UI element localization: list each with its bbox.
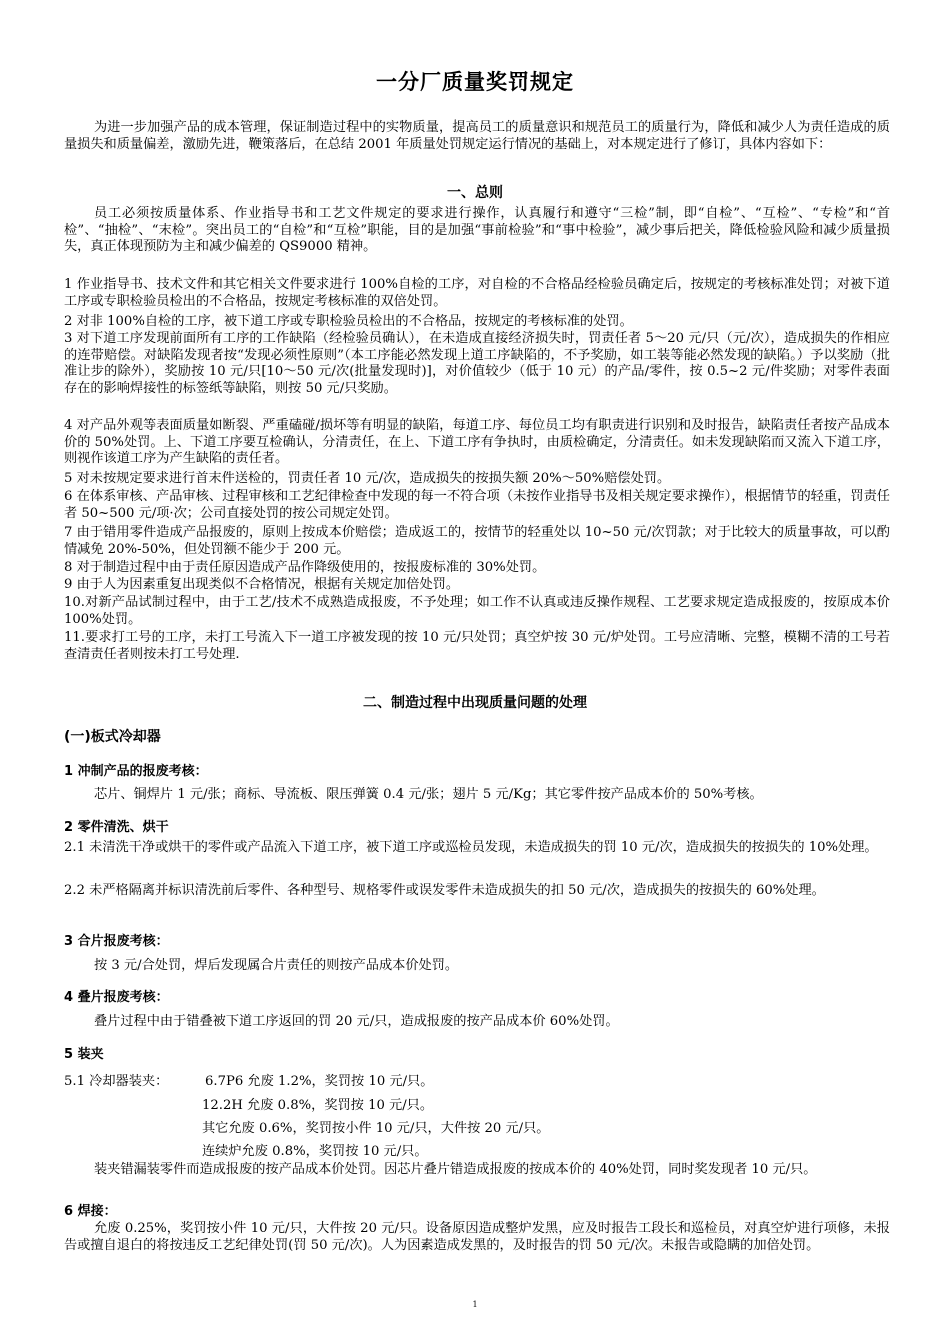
clause-label: 5.1 冷却器装夹： (64, 1074, 169, 1089)
section1-item: 3 对下道工序发现前面所有工序的工作缺陷（经检验员确认），在未造成直接经济损失时，罚责任者 5～20 元/只（元/次），造成损失的作相应的连带赔偿。对缺陷发现者按“发现必须性原则”（本工序能必然发现上道工序缺陷的，不予奖励，如工装等能必然发现的缺陷。）予以奖励（批准让步的除外），奖励按 10 元/只[10～50 元/次(批量发现时)]，对价值较少（低于 10 元）的产品/零件，按 0.5~2 元/件奖励；对零件表面存在的影响焊接性的标签纸等缺陷，则按 50 元/只奖励。 (64, 331, 890, 396)
clause-title: 2 零件清洗、烘干 (64, 820, 169, 835)
section1-heading: 一、总则 (447, 185, 503, 201)
section1-item: 10.对新产品试制过程中，由于工艺/技术不成熟造成报废，不予处理；如工作不认真或违反操作规程、工艺要求规定造成报废的，按原成本价 100%处罚。 (64, 595, 890, 627)
section1-item: 11.要求打工号的工序，未打工号流入下一道工序被发现的按 10 元/只处罚；真空炉按 30 元/炉处罚。工号应清晰、完整，模糊不清的工号若查清责任者则按未打工号处理. (64, 630, 890, 662)
section1-item: 4 对产品外观等表面质量如断裂、严重磕碰/损坏等有明显的缺陷，每道工序、每位员工均有职责进行识别和及时报告，缺陷责任者按产品成本价的 50%处罚。上、下道工序要互检确认，分清责任，在上、下道工序有争执时，由质检确定，分清责任。如未发现缺陷而又流入下道工序，则视作该道工序为产生缺陷的责任者。 (64, 418, 890, 467)
allowance-line: 其它允废 0.6%，奖罚按小件 10 元/只，大件按 20 元/只。 (202, 1121, 550, 1136)
clause-title: 5 装夹 (64, 1047, 104, 1062)
section1-item: 2 对非 100%自检的工序，被下道工序或专职检验员检出的不合格品，按规定的考核标准的处罚。 (64, 314, 633, 329)
page-title: 一分厂质量奖罚规定 (376, 70, 574, 94)
clause-text: 芯片、铜焊片 1 元/张；商标、导流板、限压弹簧 0.4 元/张；翅片 5 元/Kg；其它零件按产品成本价的 50%考核。 (94, 787, 763, 802)
clause-text: 按 3 元/合处罚，焊后发现属合片责任的则按产品成本价处罚。 (94, 958, 459, 973)
clause-text: 装夹错漏装零件而造成报废的按产品成本价处罚。因芯片叠片错造成报废的按成本价的 40%处罚，同时奖发现者 10 元/只。 (94, 1162, 817, 1177)
section2-heading: 二、制造过程中出现质量问题的处理 (363, 695, 587, 711)
allowance-line: 连续炉允废 0.8%，奖罚按 10 元/只。 (202, 1144, 428, 1159)
section1-item: 1 作业指导书、技术文件和其它相关文件要求进行 100%自检的工序，对自检的不合格品经检验员确定后，按规定的考核标准处罚；对被下道工序或专职检验员检出的不合格品，按规定考核标准的双倍处罚。 (64, 277, 890, 309)
section1-item: 6 在体系审核、产品审核、过程审核和工艺纪律检查中发现的每一不符合项（未按作业指导书及相关规定要求操作），根据情节的轻重，罚责任者 50~500 元/项·次；公司直接处罚的按公司规定处罚。 (64, 489, 890, 521)
section1-item: 8 对于制造过程中由于责任原因造成产品作降级使用的，按报废标准的 30%处罚。 (64, 560, 546, 575)
clause-text: 2.2 未严格隔离并标识清洗前后零件、各种型号、规格零件或误发零件未造成损失的扣 50 元/次，造成损失的按损失的 60%处理。 (64, 883, 825, 898)
clause-title: 3 合片报废考核： (64, 934, 169, 949)
section1-item: 5 对未按规定要求进行首末件送检的，罚责任者 10 元/次，造成损失的按损失额 20%～50%赔偿处罚。 (64, 471, 671, 486)
subsection-title: (一)板式冷却器 (64, 729, 161, 745)
clause-title: 4 叠片报废考核： (64, 990, 169, 1005)
intro-paragraph: 为进一步加强产品的成本管理，保证制造过程中的实物质量，提高员工的质量意识和规范员工的质量行为，降低和减少人为责任造成的质量损失和质量偏差，激励先进，鞭策落后，在总结 2001 年质量处罚规定运行情况的基础上，对本规定进行了修订，具体内容如下： (64, 120, 890, 152)
section1-item: 7 由于错用零件造成产品报废的，原则上按成本价赔偿；造成返工的，按情节的轻重处以 10~50 元/次罚款；对于比较大的质量事故，可以酌情减免 20%-50%，但处罚额不能少于 200 元。 (64, 525, 890, 557)
clause-title: 1 冲制产品的报废考核： (64, 764, 208, 779)
allowance-line: 12.2H 允废 0.8%，奖罚按 10 元/只。 (202, 1098, 434, 1113)
section1-paragraph: 员工必须按质量体系、作业指导书和工艺文件规定的要求进行操作，认真履行和遵守“三检”制，即“自检”、“互检”、“专检”和“首检”、“抽检”、“末检”。突出员工的“自检”和“互检”职能，目的是加强“事前检验”和“事中检验”，减少事后把关，降低检验风险和减少质量损失，真正体现预防为主和减少偏差的 QS9000 精神。 (64, 206, 890, 255)
clause-text: 允废 0.25%，奖罚按小件 10 元/只，大件按 20 元/只。设备原因造成整炉发黑，应及时报告工段长和巡检员，对真空炉进行项修，未报告或擅自退白的将按违反工艺纪律处罚(罚 50 元/次)。人为因素造成发黑的，及时报告的罚 50 元/次。未报告或隐瞒的加倍处罚。 (64, 1221, 890, 1253)
allowance-line: 6.7P6 允废 1.2%，奖罚按 10 元/只。 (205, 1074, 434, 1089)
clause-text: 2.1 未清洗干净或烘干的零件或产品流入下道工序，被下道工序或巡检员发现，未造成损失的罚 10 元/次，造成损失的按损失的 10%处理。 (64, 840, 878, 855)
section1-item: 9 由于人为因素重复出现类似不合格情况，根据有关规定加倍处罚。 (64, 577, 460, 592)
clause-title: 6 焊接： (64, 1204, 117, 1219)
clause-text: 叠片过程中由于错叠被下道工序返回的罚 20 元/只，造成报废的按产品成本价 60%处罚。 (94, 1014, 619, 1029)
page-number: 1 (472, 1300, 478, 1309)
